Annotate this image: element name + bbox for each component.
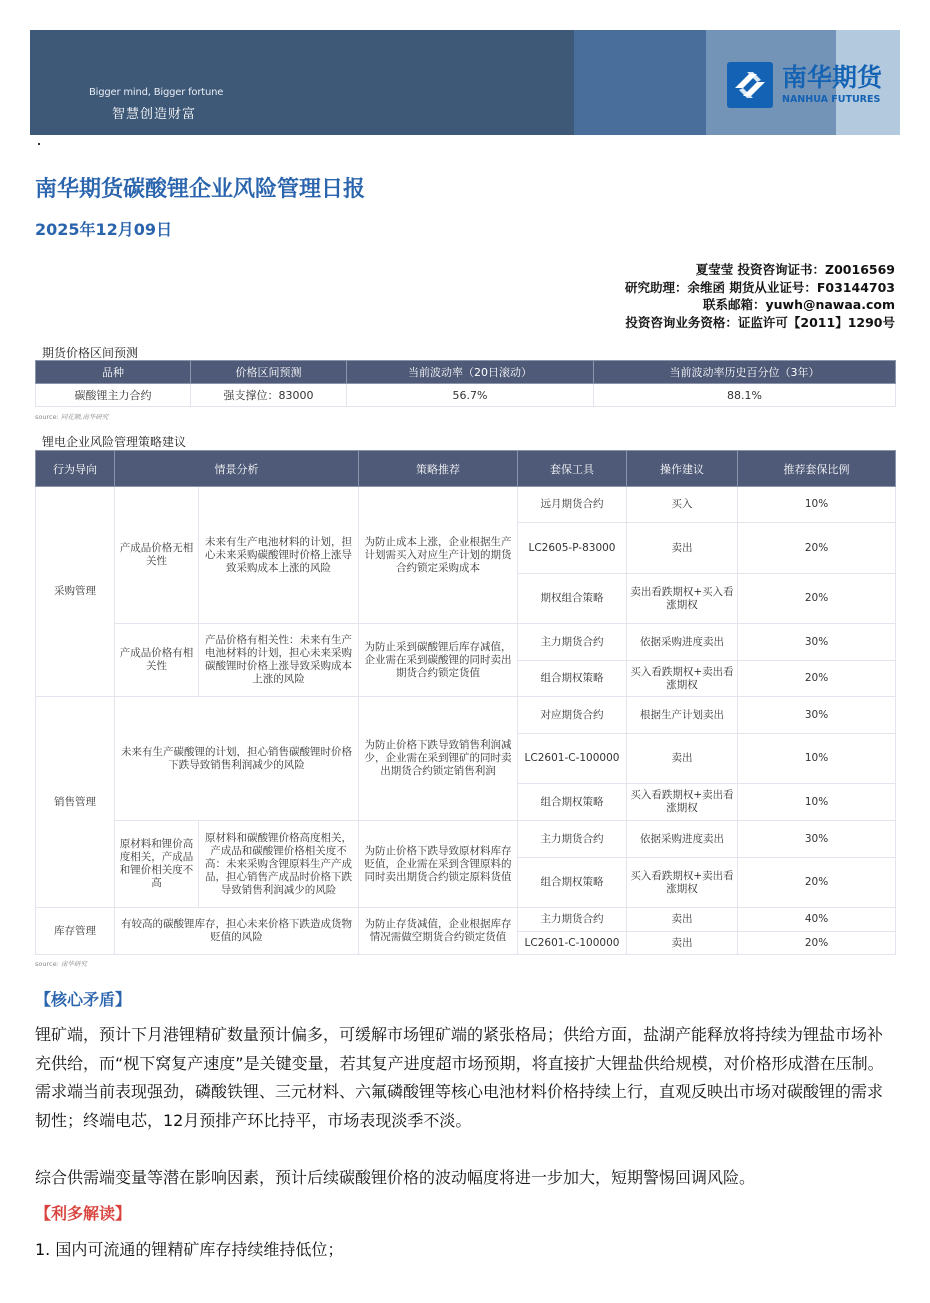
- table-row: [36, 697, 896, 734]
- action-cell: 买入看跌期权+卖出看涨期权: [627, 784, 738, 821]
- ratio-cell: 20%: [738, 523, 896, 574]
- action-cell: 依据采购进度卖出: [627, 821, 738, 858]
- action-cell: 买入看跌期权+卖出看涨期权: [627, 858, 738, 908]
- column-header: 情景分析: [115, 451, 359, 487]
- header-banner: [30, 30, 900, 135]
- analysis-cell: 未来有生产电池材料的计划，担心未来采购碳酸锂时价格上涨导致采购成本上涨的风险: [199, 487, 359, 624]
- ratio-cell: 10%: [738, 784, 896, 821]
- decorative-dot: [38, 143, 40, 145]
- core-summary: 综合供需端变量等潜在影响因素，预计后续碳酸锂价格的波动幅度将进一步加大，短期警惕回调风险。: [35, 1168, 756, 1187]
- report-title: 南华期货碳酸锂企业风险管理日报: [35, 177, 366, 202]
- ratio-cell: 30%: [738, 821, 896, 858]
- tool-cell: 远月期货合约: [518, 487, 627, 523]
- qualification-line: 投资咨询业务资格：证监许可【2011】1290号: [625, 314, 895, 330]
- core-heading: 【核心矛盾】: [35, 990, 132, 1009]
- action-cell: 卖出: [627, 932, 738, 955]
- logo-text-en: NANHUA FUTURES: [782, 94, 881, 105]
- assistant-line: 研究助理：余维函 期货从业证号：F03144703: [625, 279, 895, 295]
- tool-cell: LC2601-C-100000: [518, 932, 627, 955]
- tool-cell: 组合期权策略: [518, 661, 627, 697]
- table-header-row: [36, 361, 896, 384]
- column-header: 行为导向: [36, 451, 115, 487]
- tool-cell: 对应期货合约: [518, 697, 627, 734]
- tool-cell: 主力期货合约: [518, 624, 627, 661]
- banner-stripe: [574, 30, 706, 135]
- ratio-cell: 30%: [738, 697, 896, 734]
- category-cell: 销售管理: [36, 697, 115, 908]
- column-header: 品种: [36, 361, 191, 384]
- core-paragraph: 锂矿端，预计下月港锂精矿数量预计偏多，可缓解市场锂矿端的紧张格局；供给方面，盐湖产能释放将持续为锂盐市场补充供给，而“枧下窝复产速度”是关键变量，若其复产进度超市场预期，将直接扩大锂盐供给规模，对价格形成潜在压制。需求端当前表现强劲，磷酸铁锂、三元材料、六氟磷酸锂等核心电池材料价格持续上行，直观反映出市场对碳酸锂的需求韧性；终端电芯，12月预排产环比持平，市场表现淡季不淡。: [35, 1025, 884, 1130]
- author-line: 夏莹莹 投资咨询证书：Z0016569: [695, 262, 895, 277]
- scenario-cell: 产成品价格有相关性: [115, 624, 199, 697]
- email-line: 联系邮箱：yuwh@nawaa.com: [702, 297, 895, 312]
- table-cell: 碳酸锂主力合约: [36, 384, 191, 407]
- strategy-cell: 为防止成本上涨，企业根据生产计划需买入对应生产计划的期货合约锁定采购成本: [359, 487, 518, 624]
- table-row: [36, 821, 896, 858]
- ratio-cell: 20%: [738, 858, 896, 908]
- tool-cell: LC2601-C-100000: [518, 734, 627, 784]
- analysis-cell: 未来有生产碳酸锂的计划，担心销售碳酸锂时价格下跌导致销售利润减少的风险: [115, 697, 359, 821]
- strategy-label: 锂电企业风险管理策略建议: [42, 435, 187, 449]
- table-row: [36, 624, 896, 661]
- column-header: 策略推荐: [359, 451, 518, 487]
- action-cell: 买入: [627, 487, 738, 523]
- table-header-row: [36, 451, 896, 487]
- ratio-cell: 10%: [738, 487, 896, 523]
- table-row: [36, 487, 896, 523]
- report-date: 2025年12月09日: [35, 220, 173, 239]
- analysis-cell: 原材料和碳酸锂价格高度相关，产成品和碳酸锂价格相关度不高：未来采购含锂原料生产产成品，担心销售产成品时价格下跌导致销售利润减少的风险: [199, 821, 359, 908]
- scenario-cell: 原材料和锂价高度相关，产成品和锂价相关度不高: [115, 821, 199, 908]
- table-cell: 88.1%: [594, 384, 896, 407]
- logo-mark-icon: [727, 62, 773, 108]
- column-header: 当前波动率历史百分位（3年）: [594, 361, 896, 384]
- action-cell: 卖出看跌期权+买入看涨期权: [627, 574, 738, 624]
- slogan-english: Bigger mind, Bigger fortune: [89, 87, 224, 98]
- column-header: 价格区间预测: [191, 361, 347, 384]
- company-logo: [727, 62, 899, 108]
- action-cell: 卖出: [627, 734, 738, 784]
- strategy-cell: 为防止价格下跌导致原材料库存贬值，企业需在采到含锂原料的同时卖出期货合约锁定原料货值: [359, 821, 518, 908]
- column-header: 推荐套保比例: [738, 451, 896, 487]
- ratio-cell: 20%: [738, 661, 896, 697]
- tool-cell: LC2605-P-83000: [518, 523, 627, 574]
- ratio-cell: 10%: [738, 734, 896, 784]
- slogan-chinese: 智慧创造财富: [112, 107, 197, 122]
- price-forecast-table: [35, 360, 896, 407]
- analysis-cell: 产品价格有相关性：未来有生产电池材料的计划，担心未来采购碳酸锂时价格上涨导致采购成本上涨的风险: [199, 624, 359, 697]
- author-info: [625, 261, 895, 331]
- action-cell: 卖出: [627, 908, 738, 932]
- action-cell: 根据生产计划卖出: [627, 697, 738, 734]
- table-cell: 强支撑位：83000: [191, 384, 347, 407]
- source-note: source: 南华研究: [35, 960, 87, 968]
- tool-cell: 期权组合策略: [518, 574, 627, 624]
- ratio-cell: 20%: [738, 932, 896, 955]
- scenario-cell: 产成品价格无相关性: [115, 487, 199, 624]
- category-cell: 库存管理: [36, 908, 115, 955]
- tool-cell: 主力期货合约: [518, 821, 627, 858]
- table-row: [36, 384, 896, 407]
- bullish-item: 1. 国内可流通的锂精矿库存持续维持低位；: [35, 1240, 344, 1259]
- analysis-cell: 有较高的碳酸锂库存，担心未来价格下跌造成货物贬值的风险: [115, 908, 359, 955]
- strategy-cell: 为防止价格下跌导致销售利润减少，企业需在采到锂矿的同时卖出期货合约锁定销售利润: [359, 697, 518, 821]
- category-cell: 采购管理: [36, 487, 115, 697]
- tool-cell: 主力期货合约: [518, 908, 627, 932]
- ratio-cell: 20%: [738, 574, 896, 624]
- strategy-cell: 为防止存货减值，企业根据库存情况需做空期货合约锁定货值: [359, 908, 518, 955]
- tool-cell: 组合期权策略: [518, 784, 627, 821]
- strategy-table: [35, 450, 896, 955]
- price-forecast-label: 期货价格区间预测: [42, 346, 139, 360]
- column-header: 套保工具: [518, 451, 627, 487]
- action-cell: 卖出: [627, 523, 738, 574]
- bullish-heading: 【利多解读】: [35, 1204, 132, 1223]
- ratio-cell: 40%: [738, 908, 896, 932]
- tool-cell: 组合期权策略: [518, 858, 627, 908]
- source-note: source: 同花顺,南华研究: [35, 413, 109, 421]
- column-header: 操作建议: [627, 451, 738, 487]
- table-cell: 56.7%: [347, 384, 594, 407]
- logo-text-cn: 南华期货: [782, 63, 883, 92]
- column-header: 当前波动率（20日滚动）: [347, 361, 594, 384]
- action-cell: 买入看跌期权+卖出看涨期权: [627, 661, 738, 697]
- action-cell: 依据采购进度卖出: [627, 624, 738, 661]
- ratio-cell: 30%: [738, 624, 896, 661]
- strategy-cell: 为防止采到碳酸锂后库存减值，企业需在采到碳酸锂的同时卖出期货合约锁定货值: [359, 624, 518, 697]
- table-row: [36, 908, 896, 932]
